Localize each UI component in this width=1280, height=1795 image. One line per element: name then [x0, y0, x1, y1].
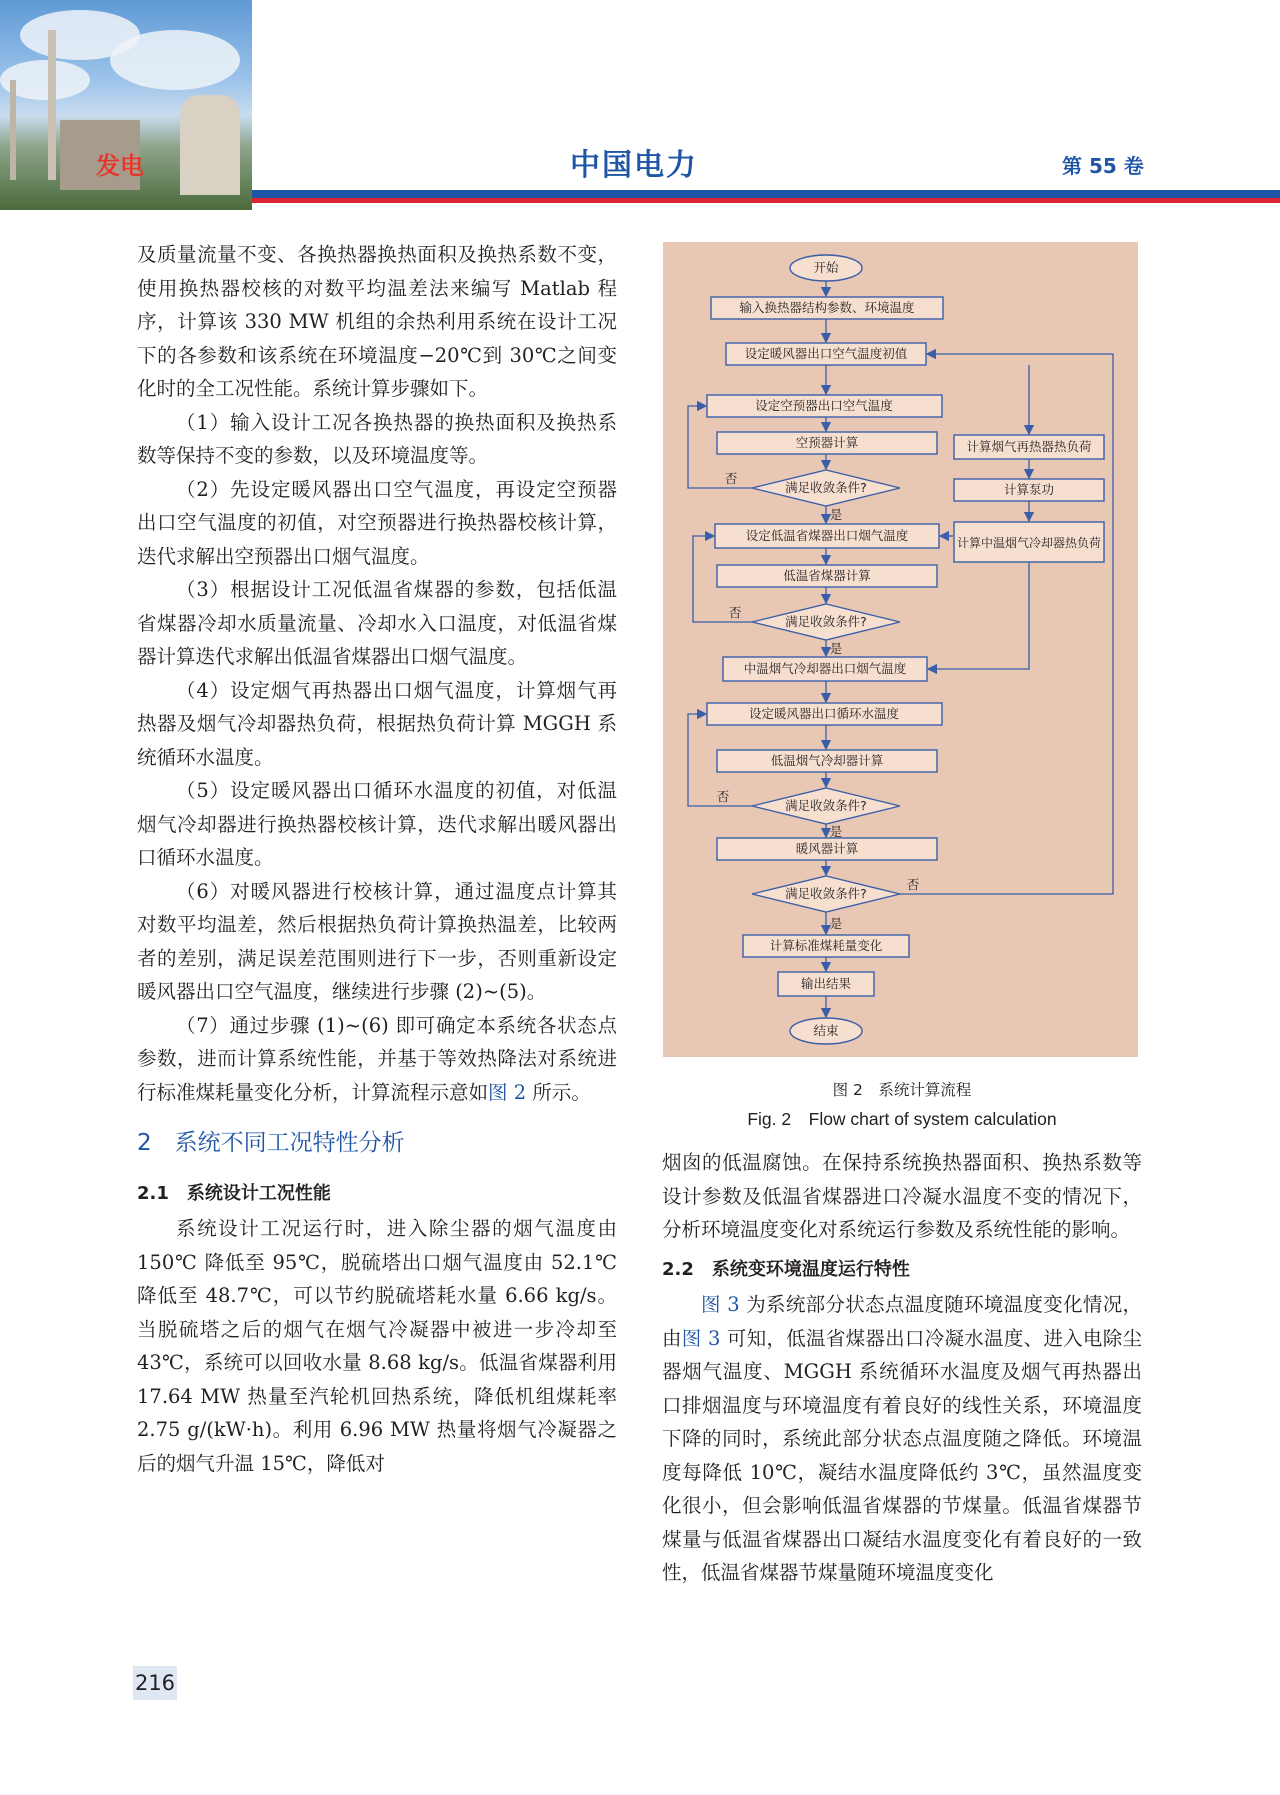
input-label: 输入换热器结构参数、环境温度: [739, 300, 915, 315]
set-warm-water-label: 设定暖风器出口循环水温度: [748, 706, 900, 721]
coal-change-label: 计算标准煤耗量变化: [769, 938, 883, 953]
paragraph: 系统设计工况运行时，进入除尘器的烟气温度由 150℃ 降低至 95℃，脱硫塔出口烟气温度由 52.1℃ 降低至 48.7℃，可以节约脱硫塔耗水量 6.66 kg/s。当脱硫塔之后的烟气在烟气冷凝器中被进一步冷却至 43℃，系统可以回收水量 8.68 kg/s。低温省煤器利用 17.64 MW 热量至汽轮机回热系统，降低机组煤耗率 2.75 g/(kW·h)。利用 6.96 MW 热量将烟气冷凝器之后的烟气升温 15℃，降低对: [137, 1217, 617, 1475]
step-7-text-end: 所示。: [526, 1080, 591, 1104]
yes-label-1: 是: [829, 507, 843, 522]
volume-label: 第 55 卷: [1062, 154, 1144, 178]
end-label: 结束: [813, 1023, 839, 1038]
cond-3-label: 满足收敛条件?: [785, 798, 867, 813]
page-number: 216: [133, 1666, 177, 1700]
no-label-1: 否: [724, 471, 738, 486]
reheater-load-label: 计算烟气再热器热负荷: [966, 439, 1092, 454]
header-rule-red: [252, 198, 1280, 203]
mt-cooler-load-label: 计算中温烟气冷却器热负荷: [956, 536, 1102, 550]
step-5: （5）设定暖风器出口循环水温度的初值，对低温烟气冷却器进行换热器校核计算，迭代求解出暖风器出口循环水温度。: [137, 779, 617, 869]
power-plant-photo: [0, 0, 252, 210]
yes-label-3: 是: [829, 824, 843, 839]
figure-caption-zh: 图 2 系统计算流程: [832, 1081, 972, 1099]
step-3: （3）根据设计工况低温省煤器的参数，包括低温省煤器冷却水质量流量、冷却水入口温度，对低温省煤器计算迭代求解出低温省煤器出口烟气温度。: [137, 578, 617, 668]
warm-calc-label: 暖风器计算: [795, 841, 859, 856]
step-4: （4）设定烟气再热器出口烟气温度，计算烟气再热器及烟气冷却器热负荷，根据热负荷计算 MGGH 系统循环水温度。: [137, 678, 617, 769]
cond-4-label: 满足收敛条件?: [785, 886, 867, 901]
step-7-text: （7）通过步骤 (1)~(6) 即可确定本系统各状态点参数，进而计算系统性能，并基于等效热降法对系统进行标准煤耗量变化分析，计算流程示意如: [137, 1013, 617, 1104]
page-header: [0, 0, 1280, 215]
step-2: （2）先设定暖风器出口空气温度，再设定空预器出口空气温度的初值，对空预器进行换热器校核计算，迭代求解出空预器出口烟气温度。: [137, 477, 617, 568]
paragraph-text: 可知，低温省煤器出口冷凝水温度、进入电除尘器烟气温度、MGGH 系统循环水温度及烟气再热器出口排烟温度与环境温度有着良好的线性关系，环境温度下降的同时，系统此部分状态点温度随之降低。环境温度每降低 10℃，凝结水温度降低约 3℃，虽然温度变化很小，但会影响低温省煤器的节煤量。低温省煤器节煤量与低温省煤器出口凝结水温度变化有着良好的一致性，低温省煤器节煤量随环境温度变化: [662, 1326, 1142, 1584]
section-tag: 发电: [96, 152, 144, 180]
cond-2-label: 满足收敛条件?: [785, 614, 867, 629]
flowchart: [663, 242, 1138, 1057]
paragraph: 烟囱的低温腐蚀。在保持系统换热器面积、换热系数等设计参数及低温省煤器进口冷凝水温度不变的情况下，分析环境温度变化对系统运行参数及系统性能的影响。: [662, 1151, 1142, 1241]
figure-link[interactable]: 图 3: [701, 1293, 740, 1316]
yes-label-2: 是: [829, 641, 843, 656]
ap-calc-label: 空预器计算: [795, 435, 859, 450]
set-ap-air-label: 设定空预器出口空气温度: [755, 398, 893, 413]
subsection-heading: 2.1 系统设计工况性能: [137, 1182, 331, 1204]
output-label: 输出结果: [800, 976, 852, 991]
figure-caption-en: Fig. 2 Flow chart of system calculation: [747, 1109, 1057, 1129]
left-column: [137, 238, 617, 1480]
mt-cooler-gas-label: 中温烟气冷却器出口烟气温度: [743, 661, 907, 676]
paragraph: [662, 1288, 1142, 1590]
step-6: （6）对暖风器进行校核计算，通过温度点计算其对数平均温差，然后根据热负荷计算换热温差，比较两者的差别，满足误差范围则进行下一步，否则重新设定暖风器出口空气温度，继续进行步骤 (2)~(5)。: [137, 879, 617, 1003]
header-rule-blue: [252, 190, 1280, 198]
no-label-4: 否: [906, 877, 920, 892]
no-label-3: 否: [716, 789, 730, 804]
lt-cooler-calc-label: 低温烟气冷却器计算: [770, 753, 884, 768]
step-7: [137, 1009, 617, 1110]
pump-work-label: 计算泵功: [1003, 482, 1055, 497]
start-label: 开始: [813, 260, 839, 275]
figure-link[interactable]: 图 3: [681, 1326, 721, 1350]
yes-label-4: 是: [829, 916, 843, 931]
lte-calc-label: 低温省煤器计算: [783, 568, 871, 583]
right-column: [662, 1146, 1142, 1590]
figure-link[interactable]: 图 2: [488, 1080, 527, 1104]
cond-1-label: 满足收敛条件?: [785, 480, 867, 495]
paragraph-text: 为系统部分状态点温度随环境温度变化情况，由: [662, 1293, 1142, 1350]
paragraph: 及质量流量不变、各换热器换热面积及换热系数不变，使用换热器校核的对数平均温差法来编写 Matlab 程序，计算该 330 MW 机组的余热利用系统在设计工况下的各参数和该系统在环境温度−20℃到 30℃之间变化时的全工况性能。系统计算步骤如下。: [137, 243, 617, 400]
step-1: （1）输入设计工况各换热器的换热面积及换热系数等保持不变的参数，以及环境温度等。: [137, 410, 617, 467]
set-warm-air-label: 设定暖风器出口空气温度初值: [744, 346, 908, 361]
section-heading: 2 系统不同工况特性分析: [137, 1130, 405, 1156]
subsection-heading: 2.2 系统变环境温度运行特性: [662, 1258, 910, 1280]
set-lte-gas-label: 设定低温省煤器出口烟气温度: [745, 528, 909, 543]
flowchart-figure: [663, 242, 1138, 1057]
journal-title: 中国电力: [570, 148, 698, 183]
no-label-2: 否: [728, 605, 742, 620]
